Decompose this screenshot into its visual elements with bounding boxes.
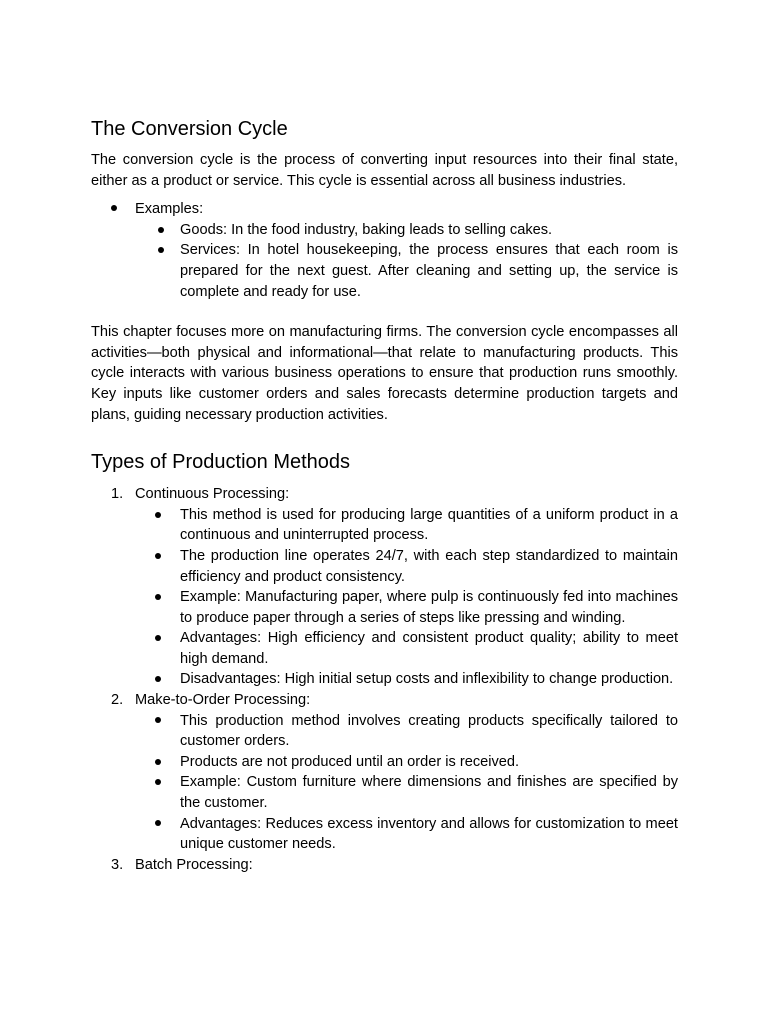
bullet-icon: [158, 240, 164, 261]
method-point-text: Example: Manufacturing paper, where pulp is continuously fed into machines to produce paper through a series of steps like pressing and winding.: [180, 589, 678, 626]
bullet-icon: [111, 199, 117, 220]
method-points-list: [135, 505, 678, 690]
method-point: [135, 814, 678, 855]
bullet-icon: [158, 220, 164, 241]
method-point: [135, 752, 678, 773]
bullet-icon: [155, 546, 161, 567]
manufacturing-paragraph: This chapter focuses more on manufacturing firms. The conversion cycle encompasses all activities—both physical and informational—that relate to manufacturing products. This cycle interacts with various business operations to ensure that production runs smoothly. Key inputs like customer orders and sales forecasts determine production targets and plans, guiding necessary production activities.: [91, 324, 678, 423]
list-number: 3.: [111, 856, 124, 873]
method-points-list: [135, 711, 678, 855]
list-number: 1.: [111, 486, 124, 503]
method-point-text: Advantages: Reduces excess inventory and allows for customization to meet unique customer needs.: [180, 815, 678, 853]
examples-list-item: [91, 199, 678, 302]
method-point-text: Products are not produced until an order is received.: [180, 753, 520, 770]
bullet-icon: [155, 587, 161, 608]
section-title-conversion-cycle: The Conversion Cycle: [91, 118, 288, 140]
bullet-icon: [155, 772, 161, 793]
method-point: [135, 587, 678, 628]
method-point-text: Disadvantages: High initial setup costs and inflexibility to change production.: [180, 671, 674, 688]
section-title-production-methods: Types of Production Methods: [91, 451, 351, 474]
examples-list: [91, 199, 678, 302]
method-label: Batch Processing:: [135, 856, 253, 873]
method-point-text: Advantages: High efficiency and consistent product quality; ability to meet high demand.: [180, 630, 678, 667]
bullet-icon: [155, 814, 161, 835]
example-text: Goods: In the food industry, baking leads to selling cakes.: [180, 221, 553, 238]
method-point-text: This production method involves creating products specifically tailored to customer orders.: [180, 712, 678, 750]
examples-sublist: [135, 220, 678, 302]
method-item-continuous: [91, 484, 678, 690]
list-number: 2.: [111, 692, 124, 709]
method-point: [135, 628, 678, 669]
bullet-icon: [155, 752, 161, 773]
method-point: [135, 772, 678, 813]
method-label: Make-to-Order Processing:: [135, 692, 311, 709]
bullet-icon: [155, 505, 161, 526]
example-item-services: [135, 240, 678, 302]
example-item-goods: [135, 220, 678, 241]
method-point-text: The production line operates 24/7, with each step standardized to maintain efficiency and product consistency.: [180, 547, 678, 585]
method-point: [135, 669, 678, 690]
method-point: [135, 505, 678, 546]
methods-list: [91, 484, 678, 875]
bullet-icon: [155, 628, 161, 649]
intro-paragraph: The conversion cycle is the process of converting input resources into their final state, either as a product or service. This cycle is essential across all business industries.: [91, 152, 678, 189]
examples-label: Examples:: [135, 201, 204, 218]
method-item-batch: [91, 855, 678, 876]
method-point-text: This method is used for producing large quantities of a uniform product in a continuous and uninterrupted process.: [180, 506, 678, 544]
bullet-icon: [155, 669, 161, 690]
method-label: Continuous Processing:: [135, 486, 290, 503]
method-point: [135, 711, 678, 752]
example-text: Services: In hotel housekeeping, the process ensures that each room is prepared for the next guest. After cleaning and setting up, the service is complete and ready for use.: [180, 242, 678, 300]
method-point: [135, 546, 678, 587]
method-point-text: Example: Custom furniture where dimensions and finishes are specified by the customer.: [180, 774, 678, 812]
document-page: [91, 116, 678, 875]
bullet-icon: [155, 711, 161, 732]
method-item-make-to-order: [91, 690, 678, 855]
